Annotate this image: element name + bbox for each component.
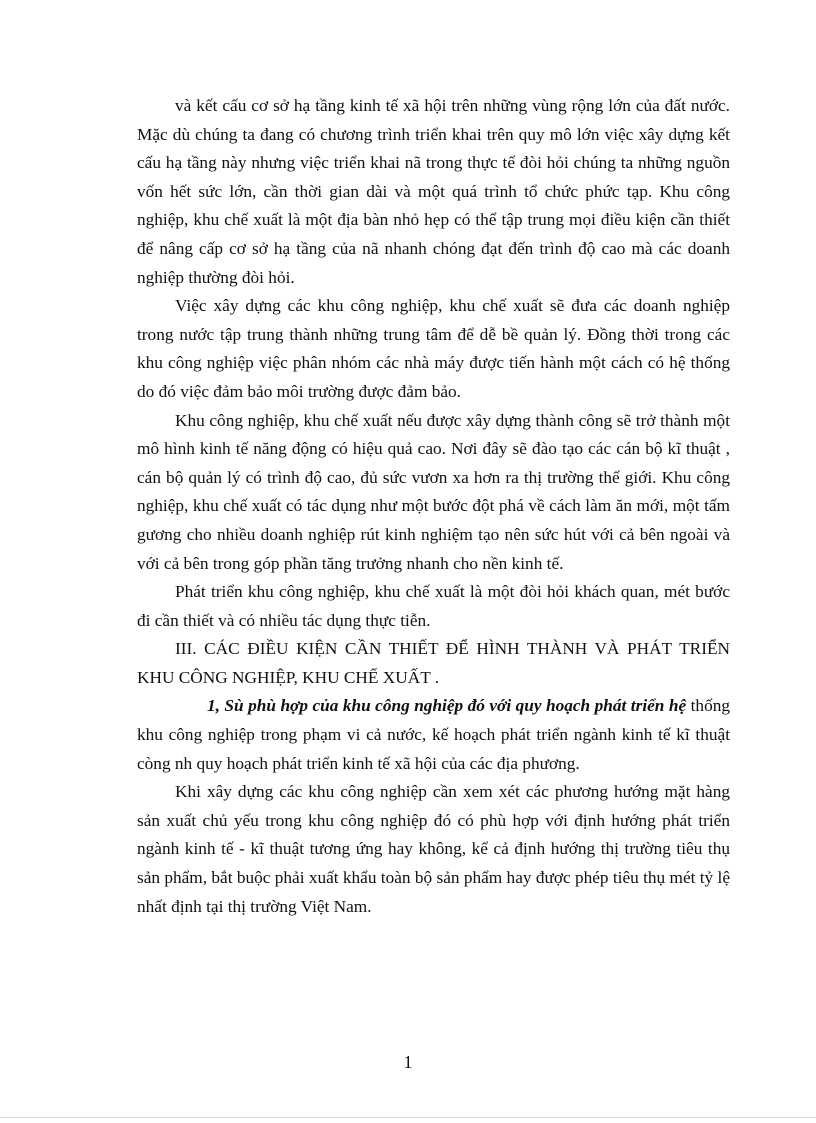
paragraph-continuation: và kết cấu cơ sở hạ tầng kinh tế xã hội trên những vùng rộng lớn của đất nước. Mặc dù chúng ta đang có chương trình triển khai trên quy mô lớn việc xây dựng kết cấu hạ tầng này nhưng việc triển khai nã trong thực tế đòi hỏi chúng ta những nguồn vốn hết sức lớn, cần thời gian dài và một quá trình tổ chức phức tạp. Khu công nghiệp, khu chế xuất là một địa bàn nhỏ hẹp có thể tập trung mọi điều kiện cần thiết để nâng cấp cơ sở hạ tầng của nã nhanh chóng đạt đến trình độ cao mà các doanh nghiệp thường đòi hỏi. [137,96,730,287]
page-bottom-divider [0,1117,816,1118]
paragraph: Phát triển khu công nghiệp, khu chế xuất là một đòi hỏi khách quan, mét bước đi cần thiết và có nhiều tác dụng thực tiễn. [137,582,730,630]
paragraph: Khu công nghiệp, khu chế xuất nếu được xây dựng thành công sẽ trở thành một mô hình kinh tế năng động có hiệu quả cao. Nơi đây sẽ đào tạo các cán bộ kĩ thuật , cán bộ quản lý có trình độ cao, đủ sức vươn xa hơn ra thị trường thế giới. Khu công nghiệp, khu chế xuất có tác dụng như một bước đột phá về cách làm ăn mới, một tấm gương cho nhiều doanh nghiệp rút kinh nghiệm tạo nên sức hút với cả bên ngoài và với cả bên trong góp phần tăng trưởng nhanh cho nền kinh tế. [137,410,730,573]
paragraph: Khi xây dựng các khu công nghiệp cần xem xét các phương hướng mặt hàng sản xuất chủ yếu trong khu công nghiệp đó có phù hợp với định hướng phát triển ngành kinh tế - kĩ thuật tương ứng hay không, kể cả định hướng thị trường tiêu thụ sản phẩm, bắt buộc phải xuất khẩu toàn bộ sản phẩm hay được phép tiêu thụ mét tỷ lệ nhất định tại thị trường Việt Nam. [137,782,730,916]
page-number: 1 [403,1052,413,1072]
document-body [137,92,730,921]
subheading-rest: thống khu công nghiệp trong phạm vi cả nước, kế hoạch phát triển ngành kinh tế kĩ thuật còng nh quy hoạch phát triển kinh tế xã hội của các địa phương. [137,696,730,773]
paragraph: Việc xây dựng các khu công nghiệp, khu chế xuất sẽ đưa các doanh nghiệp trong nước tập trung thành những trung tâm để dễ bề quản lý. Đồng thời trong các khu công nghiệp việc phân nhóm các nhà máy được tiến hành một cách có hệ thống do đó việc đảm bảo môi trường được đảm bảo. [137,296,730,401]
section-heading: III. CÁC ĐIỀU KIỆN CẦN THIẾT ĐỂ HÌNH THÀNH VÀ PHÁT TRIỂN KHU CÔNG NGHIỆP, KHU CHẾ XUẤT . [137,639,730,687]
subsection [137,692,730,778]
subheading-bold: 1, Sù phù hợp của khu công nghiệp đó với quy hoạch phát triển hệ [207,696,687,716]
